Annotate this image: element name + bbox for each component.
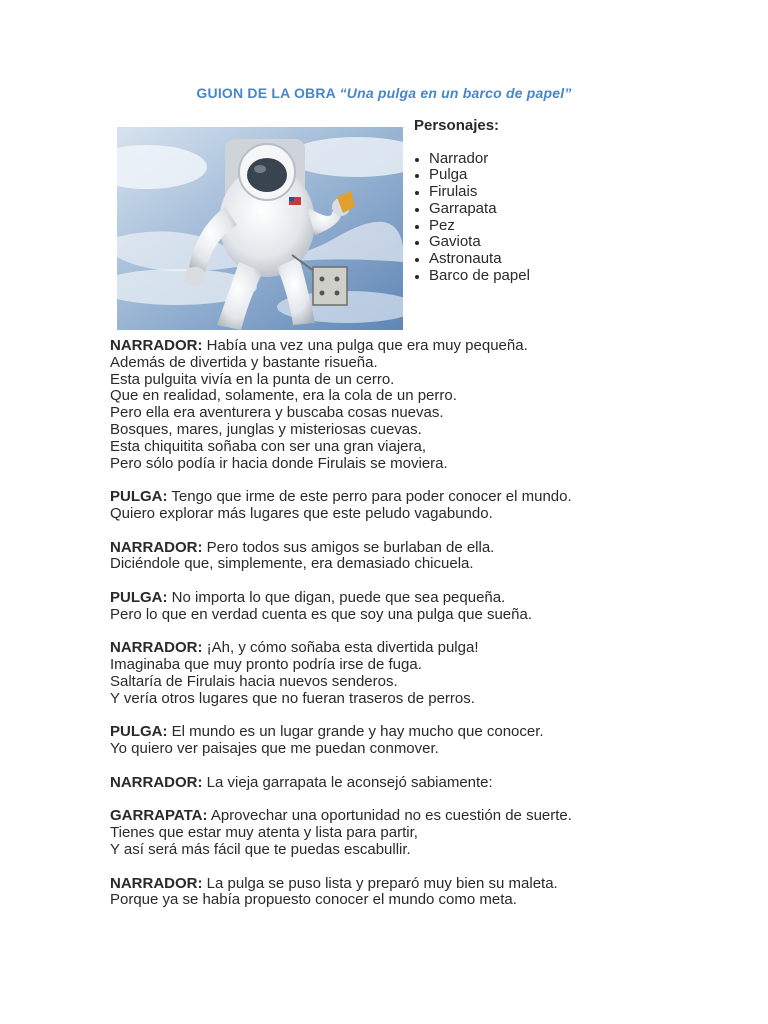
- dialogue-line: Porque ya se había propuesto conocer el mundo como meta.: [110, 891, 517, 909]
- dialogue-line: Esta pulguita vivía en la punta de un cerro.: [110, 370, 395, 388]
- dialogue-line: Pero todos sus amigos se burlaban de ella.: [206, 538, 495, 556]
- speaker-label: NARRADOR:: [110, 639, 203, 657]
- astronaut-photo: [117, 127, 403, 330]
- dialogue-block: [110, 808, 730, 858]
- cast-item: Garrapata: [414, 201, 530, 218]
- dialogue-line: Yo quiero ver paisajes que me puedan conmover.: [110, 740, 439, 758]
- dialogue-line: ¡Ah, y cómo soñaba esta divertida pulga!: [206, 639, 479, 657]
- speaker-label: PULGA:: [110, 723, 168, 741]
- dialogue-block: [110, 489, 730, 523]
- speaker-label: NARRADOR:: [110, 538, 203, 556]
- speaker-label: NARRADOR:: [110, 874, 203, 892]
- dialogue-line: Tengo que irme de este perro para poder conocer el mundo.: [171, 488, 572, 506]
- dialogue-block: [110, 540, 730, 574]
- speaker-label: PULGA:: [110, 588, 168, 606]
- dialogue-line: Aprovechar una oportunidad no es cuestión de suerte.: [210, 807, 572, 825]
- dialogue-line: La vieja garrapata le aconsejó sabiamente:: [206, 773, 493, 791]
- page-title: [0, 85, 768, 101]
- dialogue-line: El mundo es un lugar grande y hay mucho que conocer.: [171, 723, 544, 741]
- dialogue-line: Imaginaba que muy pronto podría irse de fuga.: [110, 656, 422, 674]
- speaker-label: PULGA:: [110, 488, 168, 506]
- title-prefix: GUION DE LA OBRA: [196, 85, 336, 101]
- dialogue-block: [110, 640, 730, 707]
- cast-item: Narrador: [414, 151, 530, 168]
- dialogue-line: Había una vez una pulga que era muy pequeña.: [206, 337, 528, 354]
- dialogue-line: Y así será más fácil que te puedas escabullir.: [110, 840, 411, 858]
- dialogue-line: La pulga se puso lista y preparó muy bien su maleta.: [206, 874, 558, 892]
- speaker-label: GARRAPATA:: [110, 807, 208, 825]
- dialogue-line: No importa lo que digan, puede que sea pequeña.: [171, 588, 506, 606]
- cast-item: Gaviota: [414, 234, 530, 251]
- dialogue-line: Pero ella era aventurera y buscaba cosas nuevas.: [110, 404, 444, 422]
- dialogue-line: Tienes que estar muy atenta y lista para partir,: [110, 824, 418, 842]
- cast-item: Pulga: [414, 167, 530, 184]
- dialogue-line: Diciéndole que, simplemente, era demasiado chicuela.: [110, 555, 474, 573]
- dialogue-block: [110, 724, 730, 758]
- dialogue-line: Saltaría de Firulais hacia nuevos senderos.: [110, 672, 398, 690]
- dialogue-line: Esta chiquitita soñaba con ser una gran viajera,: [110, 437, 427, 455]
- dialogue-line: Además de divertida y bastante risueña.: [110, 353, 378, 371]
- cast-item: Pez: [414, 218, 530, 235]
- dialogue-block: [110, 876, 730, 910]
- dialogue-line: Pero sólo podía ir hacia donde Firulais se moviera.: [110, 454, 448, 472]
- play-name: “Una pulga en un barco de papel”: [339, 85, 572, 101]
- speaker-label: NARRADOR:: [110, 337, 203, 354]
- cast-item: Astronauta: [414, 251, 530, 268]
- dialogue-line: Pero lo que en verdad cuenta es que soy una pulga que sueña.: [110, 605, 532, 623]
- dialogue-line: Bosques, mares, junglas y misteriosas cuevas.: [110, 420, 422, 438]
- dialogue-block: [110, 775, 730, 792]
- cast-heading: Personajes:: [414, 117, 500, 134]
- dialogue-line: Y vería otros lugares que no fueran traseros de perros.: [110, 689, 475, 707]
- dialogue-line: Que en realidad, solamente, era la cola de un perro.: [110, 387, 457, 405]
- cast-item: Barco de papel: [414, 268, 530, 285]
- speaker-label: NARRADOR:: [110, 773, 203, 791]
- dialogue-block: [110, 590, 730, 624]
- script-body: [110, 338, 730, 926]
- cast-list: [414, 151, 530, 285]
- dialogue-block: [110, 338, 730, 472]
- cast-section: [414, 118, 530, 284]
- dialogue-line: Quiero explorar más lugares que este peludo vagabundo.: [110, 504, 493, 522]
- cast-item: Firulais: [414, 184, 530, 201]
